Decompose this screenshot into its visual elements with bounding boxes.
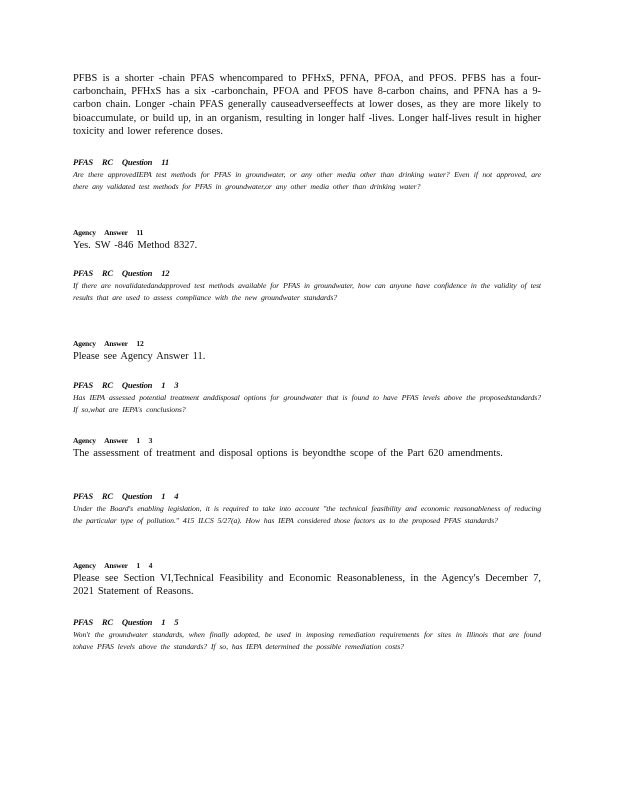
question-label: PFAS RC Question 1 4 — [73, 491, 179, 501]
question-text: Has IEPA assessed potential treatment anddisposal options for groundwater that is found to have PFAS levels above the proposedstandards? If so,what are IEPA's conclusions? — [73, 393, 541, 415]
question-text: Are there approvedIEPA test methods for PFAS in groundwater, or any other media other than drinking water? Even if not approved, are there any validated test methods for PFAS in groundwater,or any other media other than drinking water? — [73, 170, 541, 192]
question-block-15 — [73, 617, 541, 654]
answer-text: Yes. SW -846 Method 8327. — [73, 240, 198, 251]
answer-text: Please see Agency Answer 11. — [73, 351, 206, 362]
question-block-14 — [73, 491, 541, 528]
answer-label: Agency Answer 12 — [73, 339, 144, 348]
question-label: PFAS RC Question 12 — [73, 268, 170, 278]
question-block-13 — [73, 380, 541, 417]
question-block-11 — [73, 157, 541, 194]
answer-block-12 — [73, 339, 541, 363]
answer-block-14 — [73, 561, 541, 598]
question-label: PFAS RC Question 1 5 — [73, 617, 179, 627]
intro-paragraph: PFBS is a shorter -chain PFAS whencompared to PFHxS, PFNA, PFOA, and PFOS. PFBS has a four- carbonchain, PFHxS has a six -carbonchain, PFOA and PFOS have 8-carbon chains, and PFNA has a 9-carbon chain. Longer -chain PFAS generally causeadverseeffects at lower doses, as they are more likely to bioaccumulate, or build up, in an organism, resulting in longer half -lives. Longer half-lives result in higher toxicity and lower reference doses. — [73, 73, 541, 137]
answer-block-11 — [73, 228, 541, 252]
answer-label: Agency Answer 1 4 — [73, 561, 153, 570]
question-text: Won't the groundwater standards, when finally adopted, be used in imposing remediation requirements for sites in Illinois that are found tohave PFAS levels above the standards? If so, has IEPA determined the possible remediation costs? — [73, 630, 541, 652]
question-block-12 — [73, 268, 541, 305]
question-text: If there are novalidatedandapproved test methods available for PFAS in groundwater, how can anyone have confidence in the validity of test results that are used to assess compliance with the new groundwater standards? — [73, 281, 541, 303]
question-label: PFAS RC Question 1 3 — [73, 380, 179, 390]
answer-label: Agency Answer 1 3 — [73, 436, 153, 445]
answer-text: Please see Section VI,Technical Feasibility and Economic Reasonableness, in the Agency's December 7, 2021 Statement of Reasons. — [73, 573, 541, 598]
answer-text: The assessment of treatment and disposal options is beyondthe scope of the Part 620 amendments. — [73, 448, 503, 459]
answer-label: Agency Answer 11 — [73, 228, 144, 237]
question-text: Under the Board's enabling legislation, it is required to take into account "the technical feasibility and economic reasonableness of reducing the particular type of pollution." 415 ILCS 5/27(a). How has IEPA considered those factors as to the proposed PFAS standards? — [73, 504, 541, 526]
answer-block-13 — [73, 436, 541, 460]
question-label: PFAS RC Question 11 — [73, 157, 169, 167]
